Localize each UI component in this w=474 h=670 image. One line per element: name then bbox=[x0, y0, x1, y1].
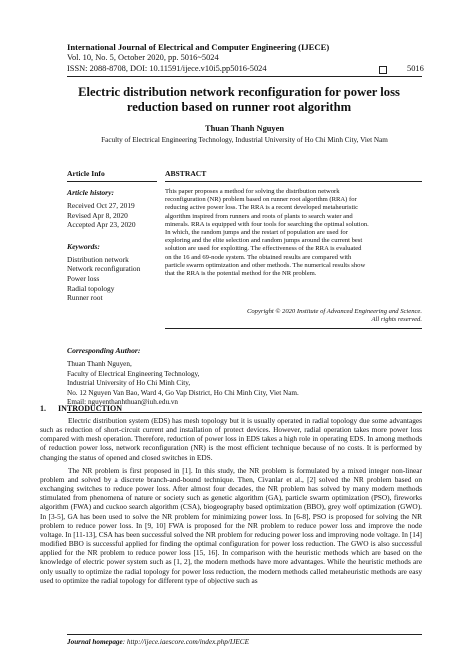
journal-title: International Journal of Electrical and Computer Engineering (IJECE) bbox=[67, 42, 330, 52]
corresponding-author bbox=[67, 346, 422, 413]
copyright-notice bbox=[165, 308, 422, 324]
introduction-section bbox=[40, 404, 422, 585]
corresponding-details bbox=[67, 360, 422, 408]
intro-paragraph-1: Electric distribution system (EDS) has mesh topology but it is usually operated in radial topology due some advantages such as reduction of short-circuit current and installation of protect devices. However, radial operation takes more power loss compared with mesh operation. Therefore, reduction of power loss in EDS takes a high role in operating EDS. In among methods of reduction power loss, network reconfiguration (NR) is the most efficient technique because of no costs. It is performed by changing the status of opened and closed switches in EDS. bbox=[40, 416, 422, 462]
copyright-line-1: Copyright © 2020 Institute of Advanced Engineering and Science. bbox=[246, 308, 422, 316]
footer-rule bbox=[67, 634, 422, 635]
keywords-list bbox=[67, 255, 157, 303]
homepage-url[interactable]: : http://ijece.iaescore.com/index.php/IJECE bbox=[122, 638, 249, 646]
title-line-1: Electric distribution network reconfiguration for power loss bbox=[78, 85, 400, 99]
abstract-section bbox=[165, 169, 422, 329]
abstract-line: that the RRA is the potential method for the NR problem. bbox=[165, 270, 317, 278]
keywords-heading: Keywords: bbox=[67, 241, 100, 251]
page-number: 5016 bbox=[407, 63, 424, 73]
abstract-line: This paper proposes a method for solving the distribution network bbox=[165, 188, 340, 195]
introduction-heading: 1. INTRODUCTION bbox=[40, 404, 123, 413]
abstract-line: reducing active power loss. The RRA is a recent developed metaheuristic bbox=[165, 204, 359, 212]
abstract-bottom-rule bbox=[165, 328, 422, 329]
abstract-rule bbox=[165, 181, 422, 182]
abstract-heading: ABSTRACT bbox=[165, 169, 207, 178]
abstract-line: In which, the random jumps and the restart of population are used for bbox=[165, 229, 348, 237]
corresponding-heading: Corresponding Author: bbox=[67, 346, 141, 355]
author-affiliation: Faculty of Electrical Engineering Technology, Industrial University of Ho Chi Minh City, Viet Nam bbox=[101, 136, 388, 144]
title-line-2: reduction based on runner root algorithm bbox=[126, 100, 352, 114]
author-name: Thuan Thanh Nguyen bbox=[205, 124, 284, 133]
abstract-text bbox=[165, 188, 422, 278]
corresponding-line: Faculty of Electrical Engineering Technology, bbox=[67, 369, 200, 378]
history-accepted: Accepted Apr 23, 2020 bbox=[67, 220, 136, 230]
keyword-item: Radial topology bbox=[67, 283, 115, 293]
abstract-line: minerals. RRA is equipped with four tools for searching the optimal solution. bbox=[165, 220, 369, 228]
issn-row bbox=[67, 64, 422, 75]
keyword-item: Distribution network bbox=[67, 254, 129, 264]
homepage-label: Journal homepage bbox=[67, 638, 123, 646]
keyword-item: Runner root bbox=[67, 293, 103, 303]
history-received: Received Oct 27, 2019 bbox=[67, 201, 135, 210]
history-revised: Revised Apr 8, 2020 bbox=[67, 210, 128, 220]
history-list bbox=[67, 201, 157, 230]
paper-title bbox=[60, 85, 418, 115]
corresponding-line: Industrial University of Ho Chi Minh City, bbox=[67, 379, 191, 388]
keyword-item: Power loss bbox=[67, 273, 100, 283]
copyright-line-2: All rights reserved. bbox=[371, 316, 422, 324]
abstract-line: solution are used for exploiting. The effectiveness of the RRA is evaluated bbox=[165, 245, 362, 253]
corresponding-email: Email: nguyenthanhthuan@iuh.edu.vn bbox=[67, 398, 179, 407]
history-heading: Article history: bbox=[67, 188, 115, 197]
article-info-rule bbox=[67, 181, 157, 182]
abstract-line: on the 16 and 69-node system. The obtained results are compared with bbox=[165, 253, 352, 261]
intro-paragraph-2: The NR problem is first proposed in [1]. In this study, the NR problem is formulated by a mixed integer non-linear problem and solved by a discrete branch-and-bound technique. Then, Civanlar et al., [2] solved the NR problem based on exchanging switches to reduce power loss. After almost four decades, the NR problem has solved by many modern methods stimulated from phenomena of nature or society such as genetic algorithm (GA), particle swarm optimization (PSO), fireworks algorithm (FWA) and cuckoo search algorithm (CSA), biogeography based optimization (BBO), grey wolf optimization (GWO). In [3-5], GA has been used to solve the NR problem for minimizing power loss. In [6-8], PSO is proposed for solving the NR problem to reduce power loss. In [9, 10] FWA is proposed for the NR problem to reduce power loss and improve the node voltage. In [11-13], CSA has been successful solved the NR problem for reducing power loss and improving node voltage. In [14] modified BBO is successful applied for finding the optimal configuration for power loss reduction. The GWO is also successful applied for the NR problem to reduce power loss [15, 16]. In comparison with the heuristic methods which are based on the knowledge of electric power system such as [1, 2], the modern methods have more advantages. While the heuristic methods are only usually to optimize the radial topology for power loss reduction, the modern methods called metaheuristic methods are easy used to optimize the radial topology for different type of objective such as bbox=[40, 465, 422, 585]
square-box-icon bbox=[379, 66, 387, 74]
abstract-line: exploring and the elite selection and random jumps around the current best bbox=[165, 237, 363, 245]
article-info bbox=[67, 169, 157, 303]
abstract-line: algorithm inspired from runners and roots of plants to search water and bbox=[165, 212, 353, 220]
journal-header bbox=[67, 42, 422, 75]
corresponding-line: No. 12 Nguyen Van Bao, Ward 4, Go Vap District, Ho Chi Minh City, Viet Nam. bbox=[67, 388, 299, 397]
article-info-heading: Article Info bbox=[67, 169, 105, 178]
keyword-item: Network reconfiguration bbox=[67, 264, 141, 274]
issn-line: ISSN: 2088-8708, DOI: 10.11591/ijece.v10i5.pp5016-5024 bbox=[67, 63, 267, 73]
journal-footer bbox=[67, 638, 422, 647]
abstract-line: particle swarm optimization and other methods. The numerical results show bbox=[165, 261, 366, 269]
volume-line: Vol. 10, No. 5, October 2020, pp. 5016~5024 bbox=[67, 53, 219, 62]
corresponding-line: Thuan Thanh Nguyen, bbox=[67, 360, 132, 368]
abstract-line: reconfiguration (NR) problem based on runner root algorithm (RRA) for bbox=[165, 196, 357, 204]
header-rule bbox=[67, 76, 422, 77]
